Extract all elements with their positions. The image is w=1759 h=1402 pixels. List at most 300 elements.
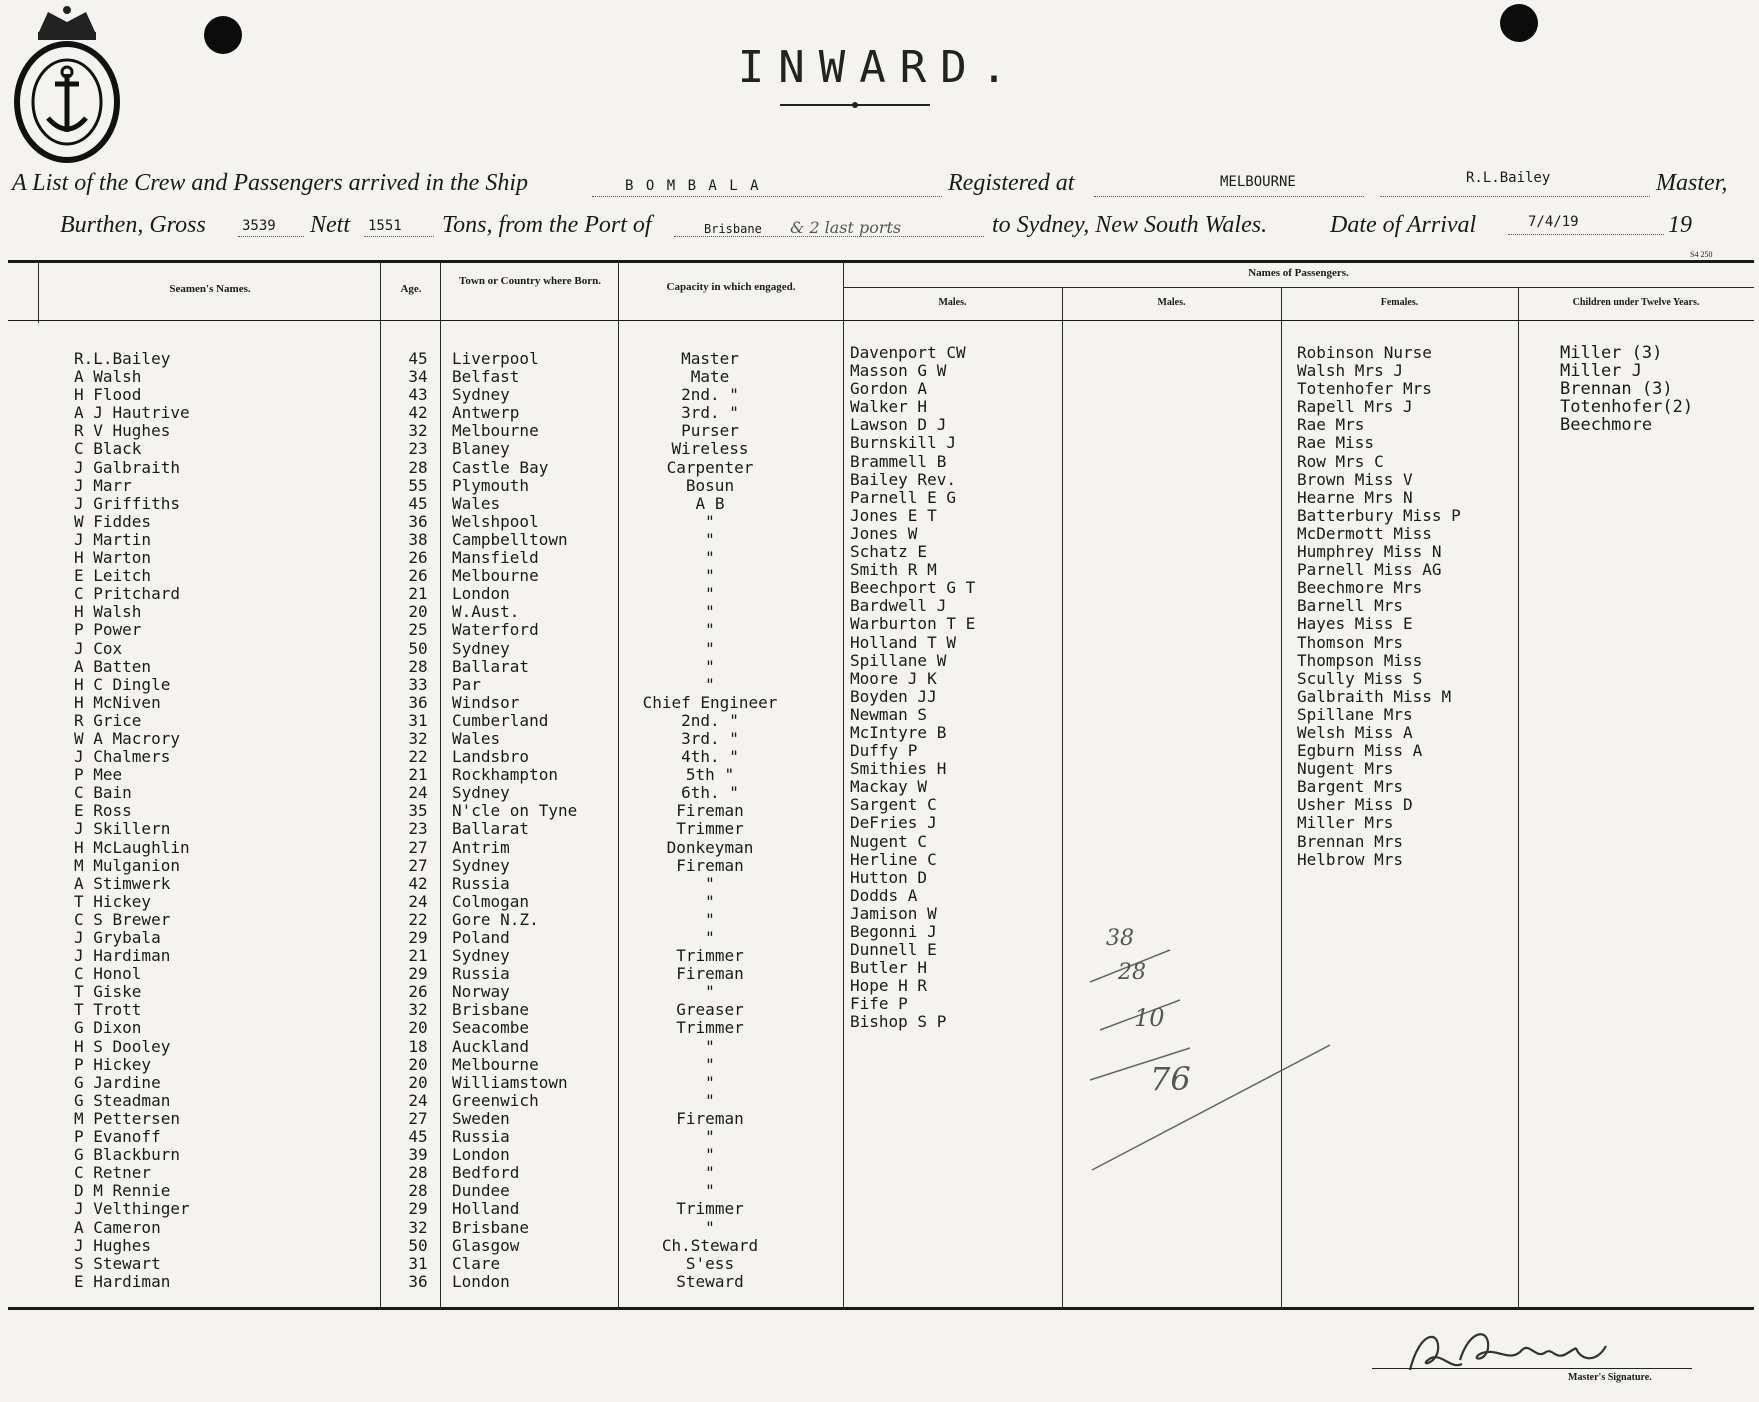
crew-age: 31 bbox=[408, 710, 428, 730]
crew-age: 35 bbox=[408, 801, 428, 821]
crew-age: 24 bbox=[408, 891, 428, 911]
crew-name: M Mulganion bbox=[74, 855, 180, 875]
crew-age: 43 bbox=[408, 385, 428, 405]
signature-label: Master's Signature. bbox=[1568, 1372, 1652, 1383]
female-passenger: Totenhofer Mrs bbox=[1297, 379, 1432, 399]
crew-age: 31 bbox=[408, 1253, 428, 1273]
crew-name: C Bain bbox=[74, 783, 132, 803]
male-passenger: Hope H R bbox=[850, 976, 928, 996]
crew-capacity: 3rd. " bbox=[681, 728, 739, 748]
crew-town-column bbox=[452, 350, 577, 1291]
crew-name: H Warton bbox=[74, 548, 152, 568]
header-town: Town or Country where Born. bbox=[459, 275, 601, 287]
child-passenger: Totenhofer(2) bbox=[1560, 397, 1694, 418]
crew-birthplace: Waterford bbox=[452, 620, 539, 640]
crew-age: 50 bbox=[408, 638, 428, 658]
male-passenger: Beechport G T bbox=[850, 578, 976, 598]
crew-capacity: 2nd. " bbox=[681, 385, 739, 405]
male-passenger: Butler H bbox=[850, 958, 928, 978]
female-passenger: Miller Mrs bbox=[1297, 813, 1394, 833]
col-rule-3 bbox=[440, 263, 441, 1309]
female-passenger: Humphrey Miss N bbox=[1297, 542, 1442, 562]
crew-age: 32 bbox=[408, 1000, 428, 1020]
table-bottom-rule bbox=[8, 1307, 1754, 1310]
crew-birthplace: Ballarat bbox=[452, 656, 530, 676]
crew-age: 42 bbox=[408, 403, 428, 423]
port-label: Tons, from the Port of bbox=[442, 212, 652, 238]
male-passenger: Moore J K bbox=[850, 668, 937, 688]
female-passenger: Parnell Miss AG bbox=[1297, 560, 1442, 580]
arrival-date: 7/4/19 bbox=[1528, 214, 1579, 230]
crew-name: P Evanoff bbox=[74, 1127, 161, 1147]
male-passenger: Smith R M bbox=[850, 560, 937, 580]
crew-capacity: Greaser bbox=[676, 1000, 744, 1020]
crew-birthplace: Antwerp bbox=[452, 403, 520, 423]
crew-name: E Ross bbox=[74, 801, 132, 821]
crew-capacity: Fireman bbox=[676, 1108, 744, 1128]
crew-capacity: " bbox=[705, 1217, 715, 1237]
crew-capacity: " bbox=[705, 891, 715, 911]
crew-capacity: " bbox=[705, 674, 715, 694]
crew-name: R.L.Bailey bbox=[74, 349, 171, 368]
col-rule-2 bbox=[380, 263, 381, 1309]
header-females: Females. bbox=[1380, 297, 1419, 308]
ship-line bbox=[592, 196, 942, 197]
crew-name: H Flood bbox=[74, 385, 142, 405]
crew-age: 22 bbox=[408, 909, 428, 929]
header-males-1: Males. bbox=[938, 297, 967, 308]
crew-birthplace: Clare bbox=[452, 1253, 501, 1273]
female-passenger: Batterbury Miss P bbox=[1297, 505, 1461, 525]
male-passenger: Begonni J bbox=[850, 922, 937, 941]
crew-age: 33 bbox=[408, 674, 428, 694]
form-line2-label: Burthen, Gross bbox=[60, 212, 206, 238]
crew-capacity: Master bbox=[681, 349, 739, 368]
crew-age: 26 bbox=[408, 982, 428, 1002]
female-passenger: Brennan Mrs bbox=[1297, 831, 1403, 851]
crew-capacity: " bbox=[705, 1036, 715, 1056]
col-rule-4 bbox=[618, 263, 619, 1309]
crew-capacity: " bbox=[705, 1090, 715, 1110]
crew-capacity: " bbox=[705, 529, 715, 549]
male-passenger: Dodds A bbox=[850, 885, 918, 905]
crew-capacity: Donkeyman bbox=[666, 837, 754, 857]
col-rule-6 bbox=[1062, 288, 1063, 1309]
female-passenger: Row Mrs C bbox=[1297, 451, 1384, 471]
crew-age: 21 bbox=[408, 584, 428, 604]
gross-tons: 3539 bbox=[242, 218, 276, 234]
crew-name: T Trott bbox=[74, 1000, 142, 1020]
crew-capacity: Chief Engineer bbox=[642, 692, 778, 712]
crew-name: J Hardiman bbox=[74, 946, 171, 966]
crew-age: 28 bbox=[408, 457, 428, 477]
crew-birthplace: Rockhampton bbox=[452, 765, 558, 785]
crew-birthplace: Seacombe bbox=[452, 1018, 530, 1038]
crew-birthplace: Campbelltown bbox=[452, 529, 568, 549]
crew-capacity: " bbox=[705, 620, 715, 640]
master-name: R.L.Bailey bbox=[1466, 170, 1551, 186]
crew-name: H C Dingle bbox=[74, 674, 171, 694]
crew-capacity: " bbox=[705, 1072, 715, 1092]
crew-capacity: A B bbox=[695, 493, 725, 513]
crew-age: 28 bbox=[408, 656, 428, 676]
male-passenger: Dunnell E bbox=[850, 940, 937, 960]
crew-birthplace: Colmogan bbox=[452, 891, 530, 911]
crew-birthplace: Belfast bbox=[452, 367, 520, 387]
crew-birthplace: Castle Bay bbox=[452, 457, 549, 477]
header-children: Children under Twelve Years. bbox=[1572, 297, 1700, 308]
male-passenger: Smithies H bbox=[850, 759, 947, 779]
crew-age: 23 bbox=[408, 819, 428, 839]
crew-capacity: 4th. " bbox=[681, 747, 739, 767]
crew-capacity: Trimmer bbox=[676, 1199, 744, 1219]
crew-birthplace: Sydney bbox=[452, 638, 510, 658]
crew-capacity: Trimmer bbox=[676, 1018, 744, 1038]
crew-age: 34 bbox=[408, 367, 428, 387]
crew-name: W Fiddes bbox=[74, 511, 152, 531]
pencil-tally bbox=[1080, 920, 1330, 1180]
crew-capacity: " bbox=[705, 1181, 715, 1201]
male-passenger: Lawson D J bbox=[850, 415, 947, 435]
crew-name: C Honol bbox=[74, 964, 142, 984]
crew-age: 26 bbox=[408, 566, 428, 586]
crew-age: 26 bbox=[408, 548, 428, 568]
male-passenger: Herline C bbox=[850, 849, 937, 869]
col-rule-1 bbox=[38, 263, 39, 323]
crew-capacity: 6th. " bbox=[681, 783, 739, 803]
crew-names-column bbox=[74, 350, 190, 1291]
crew-birthplace: Ballarat bbox=[452, 819, 530, 839]
crew-capacity: " bbox=[705, 566, 715, 586]
crew-birthplace: Glasgow bbox=[452, 1235, 520, 1255]
arrival-label: Date of Arrival bbox=[1330, 212, 1477, 238]
crew-capacity: " bbox=[705, 982, 715, 1002]
crew-capacity: " bbox=[705, 584, 715, 604]
female-passenger: Thompson Miss bbox=[1297, 650, 1423, 670]
form-line1-label: A List of the Crew and Passengers arrived in the Ship bbox=[12, 170, 528, 196]
crew-birthplace: Bedford bbox=[452, 1163, 520, 1183]
crew-name: A Stimwerk bbox=[74, 873, 171, 893]
crew-capacity: Fireman bbox=[676, 801, 744, 821]
port-of-departure: Brisbane bbox=[704, 222, 762, 236]
crew-birthplace: Sweden bbox=[452, 1108, 510, 1128]
female-passenger: Rapell Mrs J bbox=[1297, 397, 1413, 417]
crew-birthplace: Mansfield bbox=[452, 548, 539, 568]
crew-capacity: " bbox=[705, 909, 715, 929]
crew-age: 36 bbox=[408, 511, 428, 531]
crew-birthplace: W.Aust. bbox=[452, 602, 520, 622]
male-passenger: Newman S bbox=[850, 704, 928, 724]
crew-capacity: " bbox=[705, 638, 715, 658]
crew-birthplace: Par bbox=[452, 674, 481, 694]
crew-birthplace: Blaney bbox=[452, 439, 510, 459]
female-passenger: Hearne Mrs N bbox=[1297, 487, 1413, 507]
crew-age: 27 bbox=[408, 855, 428, 875]
tally-value-3: 10 bbox=[1134, 1004, 1165, 1032]
header-passengers: Names of Passengers. bbox=[1248, 267, 1349, 279]
master-label: Master, bbox=[1656, 170, 1728, 196]
crew-capacity: Ch.Steward bbox=[661, 1235, 759, 1255]
female-passenger: Bargent Mrs bbox=[1297, 777, 1403, 797]
tally-value-1: 38 bbox=[1106, 926, 1134, 951]
crew-birthplace: Auckland bbox=[452, 1036, 530, 1056]
crew-name: J Galbraith bbox=[74, 457, 180, 477]
crew-age: 24 bbox=[408, 783, 428, 803]
male-passenger: Spillane W bbox=[850, 650, 947, 670]
crew-birthplace: Welshpool bbox=[452, 511, 539, 531]
crew-age: 38 bbox=[408, 529, 428, 549]
crew-birthplace: Liverpool bbox=[452, 349, 539, 368]
female-passenger: Rae Miss bbox=[1297, 433, 1375, 453]
crew-capacity: " bbox=[705, 928, 715, 947]
female-passenger: Barnell Mrs bbox=[1297, 596, 1403, 616]
crew-birthplace: Wales bbox=[452, 728, 501, 748]
crew-age: 21 bbox=[408, 946, 428, 966]
male-passenger: Gordon A bbox=[850, 379, 928, 399]
crew-capacity: Trimmer bbox=[676, 946, 744, 966]
crew-birthplace: Brisbane bbox=[452, 1000, 530, 1020]
crew-age: 55 bbox=[408, 475, 428, 495]
male-passenger: Davenport CW bbox=[850, 343, 966, 362]
male-passenger: Schatz E bbox=[850, 542, 928, 562]
crew-birthplace: Russia bbox=[452, 964, 510, 984]
crew-capacity: Fireman bbox=[676, 855, 744, 875]
crew-birthplace: Melbourne bbox=[452, 421, 539, 441]
crew-birthplace: Holland bbox=[452, 1199, 520, 1219]
tally-value-2: 28 bbox=[1118, 960, 1146, 985]
crew-age-column bbox=[398, 350, 438, 1291]
female-passenger: Beechmore Mrs bbox=[1297, 578, 1423, 598]
year-prefix: 19 bbox=[1668, 212, 1692, 238]
crew-birthplace: N'cle on Tyne bbox=[452, 801, 578, 821]
crew-age: 20 bbox=[408, 1054, 428, 1074]
crew-age: 36 bbox=[408, 1271, 428, 1291]
crew-capacity: Steward bbox=[676, 1271, 744, 1291]
crew-age: 45 bbox=[408, 349, 428, 368]
crew-capacity: 5th " bbox=[685, 765, 735, 785]
male-passenger: Hutton D bbox=[850, 867, 928, 887]
crew-name: J Marr bbox=[74, 475, 132, 495]
male-passenger: McIntyre B bbox=[850, 722, 947, 742]
crew-name: J Chalmers bbox=[74, 747, 171, 767]
crew-birthplace: Brisbane bbox=[452, 1217, 530, 1237]
female-passenger: Thomson Mrs bbox=[1297, 632, 1403, 652]
crew-name: A Batten bbox=[74, 656, 152, 676]
nett-label: Nett bbox=[310, 212, 350, 238]
crew-name: J Hughes bbox=[74, 1235, 152, 1255]
table-header-rule bbox=[8, 320, 1754, 321]
destination-label: to Sydney, New South Wales. bbox=[992, 212, 1268, 238]
male-passenger: Duffy P bbox=[850, 741, 918, 761]
tally-total: 76 bbox=[1150, 1060, 1191, 1098]
crew-age: 25 bbox=[408, 620, 428, 640]
crew-age: 28 bbox=[408, 1163, 428, 1183]
male-passenger: Masson G W bbox=[850, 361, 947, 381]
male-passenger: Brammell B bbox=[850, 451, 947, 471]
crew-name: D M Rennie bbox=[74, 1181, 171, 1201]
crew-name: C Pritchard bbox=[74, 584, 180, 604]
crew-name: J Cox bbox=[74, 638, 123, 658]
children-column bbox=[1560, 344, 1693, 434]
male-passenger: Burnskill J bbox=[850, 433, 956, 453]
crew-age: 28 bbox=[408, 1181, 428, 1201]
crew-name: P Hickey bbox=[74, 1054, 152, 1074]
male-passenger: Mackay W bbox=[850, 777, 928, 797]
crew-name: A J Hautrive bbox=[74, 403, 190, 423]
crew-capacity: Bosun bbox=[685, 475, 735, 495]
crew-birthplace: Greenwich bbox=[452, 1090, 539, 1110]
form-title: INWARD. bbox=[737, 42, 1022, 93]
crew-age: 27 bbox=[408, 837, 428, 857]
female-passengers-column bbox=[1297, 344, 1461, 869]
crew-age: 24 bbox=[408, 1090, 428, 1110]
male-passenger: Bardwell J bbox=[850, 596, 947, 616]
crew-age: 22 bbox=[408, 747, 428, 767]
male-passenger: Holland T W bbox=[850, 632, 956, 652]
crew-name: J Grybala bbox=[74, 928, 161, 947]
crew-capacity: Carpenter bbox=[666, 457, 754, 477]
crew-capacity: Mate bbox=[690, 367, 730, 387]
crew-name: M Pettersen bbox=[74, 1108, 180, 1128]
male-passenger: Fife P bbox=[850, 994, 908, 1014]
crew-birthplace: Russia bbox=[452, 873, 510, 893]
male-passenger: Parnell E G bbox=[850, 487, 956, 507]
female-passenger: Walsh Mrs J bbox=[1297, 361, 1403, 381]
crew-birthplace: Landsbro bbox=[452, 747, 530, 767]
crew-birthplace: Cumberland bbox=[452, 710, 549, 730]
crew-name: A Walsh bbox=[74, 367, 142, 387]
registered-port: MELBOURNE bbox=[1220, 174, 1296, 190]
crew-birthplace: Sydney bbox=[452, 855, 510, 875]
crew-name: J Martin bbox=[74, 529, 152, 549]
crew-name: P Power bbox=[74, 620, 142, 640]
title-ornament bbox=[780, 100, 930, 110]
ship-name: B O M B A L A bbox=[625, 178, 761, 194]
crew-birthplace: Williamstown bbox=[452, 1072, 568, 1092]
crew-capacity: " bbox=[705, 1127, 715, 1147]
crew-birthplace: Wales bbox=[452, 493, 501, 513]
crew-birthplace: Sydney bbox=[452, 385, 510, 405]
crew-capacity: Wireless bbox=[671, 439, 749, 459]
male-passenger: Bishop S P bbox=[850, 1012, 947, 1032]
crew-name: H Walsh bbox=[74, 602, 142, 622]
male-passengers-column bbox=[850, 344, 975, 1032]
crew-capacity: Trimmer bbox=[676, 819, 744, 839]
male-passenger: Jones E T bbox=[850, 505, 937, 525]
crew-capacity: " bbox=[705, 1054, 715, 1074]
child-passenger: Beechmore bbox=[1560, 415, 1653, 436]
crew-name: G Steadman bbox=[74, 1090, 171, 1110]
crew-name: C S Brewer bbox=[74, 909, 171, 929]
crew-capacity: S'ess bbox=[685, 1253, 735, 1273]
arrival-line bbox=[1508, 234, 1664, 235]
female-passenger: Usher Miss D bbox=[1297, 795, 1413, 815]
child-passenger: Miller J bbox=[1560, 361, 1642, 382]
female-passenger: Brown Miss V bbox=[1297, 469, 1413, 489]
female-passenger: Robinson Nurse bbox=[1297, 343, 1432, 362]
crew-age: 42 bbox=[408, 873, 428, 893]
header-age: Age. bbox=[400, 283, 422, 295]
male-passenger: DeFries J bbox=[850, 813, 937, 833]
crew-birthplace: Poland bbox=[452, 928, 510, 947]
crew-capacity: Purser bbox=[681, 421, 739, 441]
crew-birthplace: Antrim bbox=[452, 837, 510, 857]
crew-birthplace: Sydney bbox=[452, 783, 510, 803]
male-passenger: Bailey Rev. bbox=[850, 469, 956, 489]
punch-hole-right bbox=[1500, 4, 1538, 42]
female-passenger: Egburn Miss A bbox=[1297, 741, 1423, 761]
crew-birthplace: Russia bbox=[452, 1127, 510, 1147]
crew-age: 36 bbox=[408, 692, 428, 712]
crew-age: 50 bbox=[408, 1235, 428, 1255]
crew-birthplace: London bbox=[452, 584, 510, 604]
female-passenger: Scully Miss S bbox=[1297, 668, 1423, 688]
header-seamens-names: Seamen's Names. bbox=[169, 283, 251, 295]
crew-age: 32 bbox=[408, 728, 428, 748]
crew-birthplace: London bbox=[452, 1145, 510, 1165]
crew-capacity: " bbox=[705, 873, 715, 893]
crew-birthplace: Dundee bbox=[452, 1181, 510, 1201]
male-passenger: Nugent C bbox=[850, 831, 928, 851]
crew-age: 29 bbox=[408, 964, 428, 984]
crew-birthplace: Melbourne bbox=[452, 1054, 539, 1074]
crew-age: 18 bbox=[408, 1036, 428, 1056]
crew-age: 23 bbox=[408, 439, 428, 459]
crew-age: 20 bbox=[408, 602, 428, 622]
crew-age: 27 bbox=[408, 1108, 428, 1128]
crew-capacity: " bbox=[705, 1163, 715, 1183]
crew-age: 20 bbox=[408, 1018, 428, 1038]
master-line bbox=[1380, 196, 1650, 197]
crew-capacity: 3rd. " bbox=[681, 403, 739, 423]
crew-name: W A Macrory bbox=[74, 728, 180, 748]
crew-name: J Griffiths bbox=[74, 493, 180, 513]
crew-birthplace: Melbourne bbox=[452, 566, 539, 586]
gross-line bbox=[238, 236, 304, 237]
crew-name: H S Dooley bbox=[74, 1036, 171, 1056]
col-rule-8 bbox=[1518, 288, 1519, 1309]
header-males-2: Males. bbox=[1157, 297, 1186, 308]
crew-name: G Dixon bbox=[74, 1018, 142, 1038]
crew-birthplace: Sydney bbox=[452, 946, 510, 966]
crew-birthplace: Windsor bbox=[452, 692, 520, 712]
female-passenger: Helbrow Mrs bbox=[1297, 849, 1403, 869]
crew-capacity: " bbox=[705, 602, 715, 622]
registered-line bbox=[1094, 196, 1364, 197]
crew-age: 39 bbox=[408, 1145, 428, 1165]
crew-age: 45 bbox=[408, 493, 428, 513]
child-passenger: Brennan (3) bbox=[1560, 379, 1673, 400]
crew-name: G Jardine bbox=[74, 1072, 161, 1092]
male-passenger: Sargent C bbox=[850, 795, 937, 815]
crew-name: E Hardiman bbox=[74, 1271, 171, 1291]
crew-capacity: " bbox=[705, 1145, 715, 1165]
crew-age: 45 bbox=[408, 1127, 428, 1147]
col-rule-5 bbox=[843, 263, 844, 1309]
crew-name: H McNiven bbox=[74, 692, 161, 712]
crew-age: 32 bbox=[408, 421, 428, 441]
port-note: & 2 last ports bbox=[790, 218, 902, 237]
female-passenger: Welsh Miss A bbox=[1297, 722, 1413, 742]
crew-age: 20 bbox=[408, 1072, 428, 1092]
nett-line bbox=[364, 236, 434, 237]
male-passenger: Walker H bbox=[850, 397, 928, 417]
crew-capacity-column bbox=[620, 350, 800, 1291]
crew-capacity: " bbox=[705, 548, 715, 568]
table-top-rule bbox=[8, 260, 1754, 263]
crew-birthplace: Norway bbox=[452, 982, 510, 1002]
male-passenger: Warburton T E bbox=[850, 614, 976, 634]
